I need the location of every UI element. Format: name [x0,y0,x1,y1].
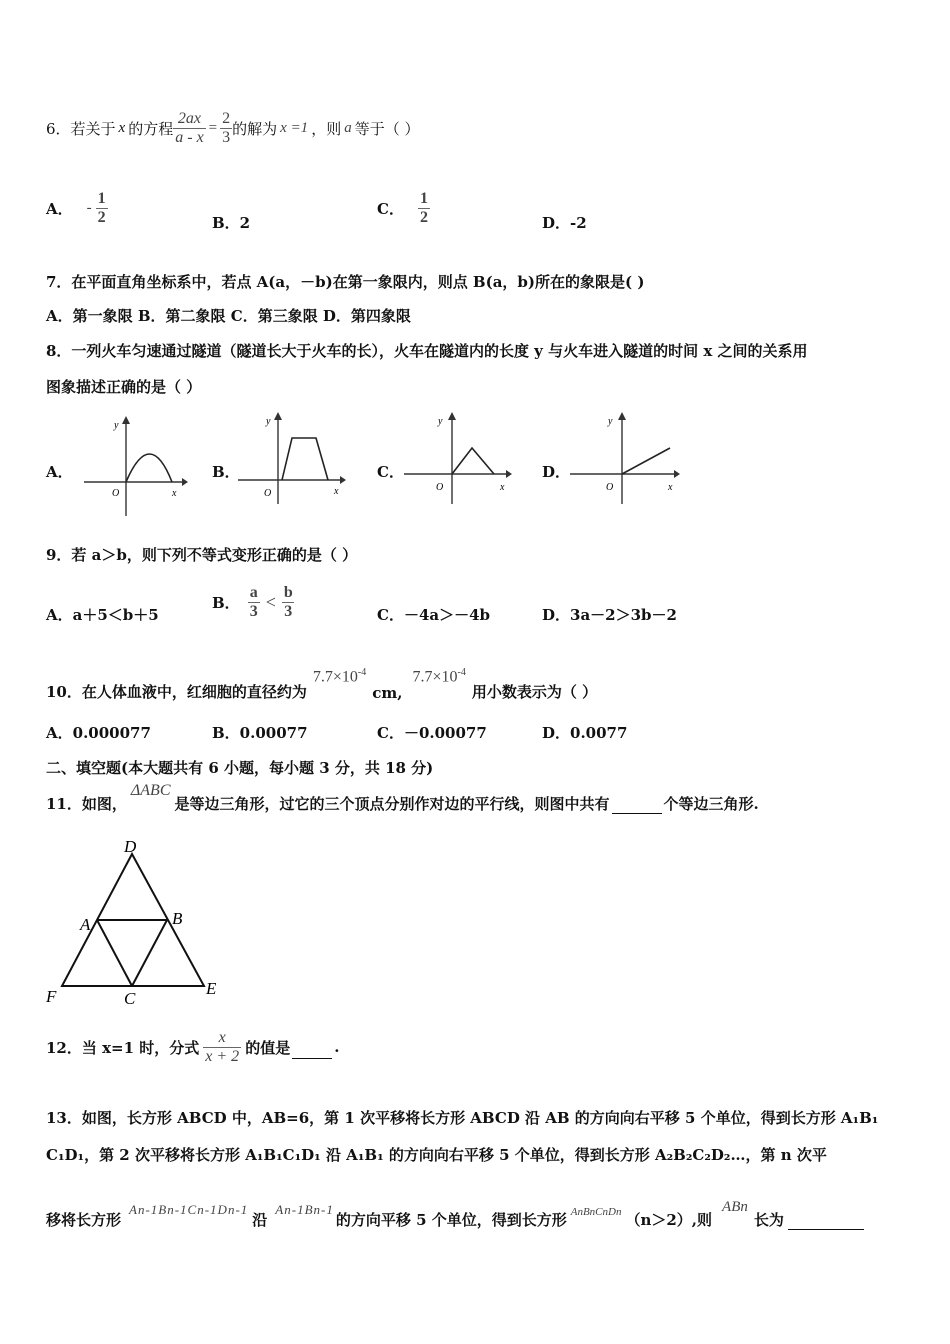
q6-fraction-rhs: $\frac{2}{3}$ [222,109,231,146]
q11-label-d: D [124,837,137,856]
q11-label-f: F [46,987,57,1006]
q9-option-c: C．－4a＞－4b [377,606,491,624]
q6-option-c: C． $\frac{1}{2}$ [377,189,428,226]
q8-graph-b [236,408,348,508]
q13-line3: 移将长方形 An-1Bn-1Cn-1Dn-1 沿 An-1Bn-1 的方向平移 5 个单位，得到长方形 AnBnCnDn （n＞2）,则 ABn 长为 [46,1190,864,1230]
q8-d-axis-y: y [608,416,613,427]
q13-seg-prev: An-1Bn-1 [275,1202,334,1217]
q6-text-b: 的方程 [128,119,174,138]
q9-option-d: D．3a－2＞3b－2 [542,606,677,624]
q8-option-b: B． [212,463,240,481]
q11-label-c: C [124,989,136,1008]
q8-a-origin: O [112,488,120,499]
q8-graph-a [80,412,190,520]
q9-option-b-frac2: $\frac{b}{3}$ [283,583,293,620]
q9-option-b-frac1: $\frac{a}{3}$ [249,583,258,620]
q13-answer-blank[interactable] [788,1215,864,1230]
q9-stem: 9．若 a＞b，则下列不等式变形正确的是（ ） [46,546,358,564]
q12-stem: 12．当 x=1 时，分式 $\frac{x}{x + 2}$ 的值是 . [46,1028,340,1065]
q10-sci-1: $7.7\times 10^{-4}$ [312,666,367,685]
q8-option-a: A． [46,463,73,481]
q10-stem: 10．在人体血液中，红细胞的直径约为 $7.7\times 10^{-4}$ cm, $7.7\times 10^{-4}$ 用小数表示为（ ） [46,666,598,702]
q8-c-origin: O [436,482,444,493]
q8-c-axis-y: y [438,416,443,427]
q6-option-a: A． - $\frac{1}{2}$ [46,189,106,226]
q8-b-axis-y: y [266,416,271,427]
q11-stem: 11．如图， ΔABC 是等边三角形，过它的三个顶点分别作对边的平行线，则图中共有 个等边三角形. [46,782,759,813]
q8-d-axis-x: x [668,482,673,493]
q13-rect-prev: An-1Bn-1Cn-1Dn-1 [129,1202,249,1217]
q8-stem-line1: 8．一列火车匀速通过隧道（隧道长大于火车的长），火车在隧道内的长度 y 与火车进入隧道的时间 x 之间的关系用 [46,342,808,360]
q12-answer-blank[interactable] [292,1044,332,1059]
q10-option-a: A．0.000077 [46,724,151,742]
q13-line2: C₁D₁，第 2 次平移将长方形 A₁B₁C₁D₁ 沿 A₁B₁ 的方向向右平移 5 个单位，得到长方形 A₂B₂C₂D₂…，第 n 次平 [46,1146,827,1164]
q6-option-d: D．-2 [542,214,587,232]
q8-a-axis-x: x [172,488,177,499]
q6-option-a-fraction: $\frac{1}{2}$ [97,189,106,226]
q6-text-d: ，则 [311,119,342,138]
q6-var-x: x [118,119,126,136]
q10-option-c: C．－0.00077 [377,724,487,742]
q7-stem: 7．在平面直角坐标系中，若点 A(a，－b)在第一象限内，则点 B(a，b)所在的象限是( ) [46,273,645,291]
q8-stem-line2: 图象描述正确的是（ ） [46,378,202,396]
q6-equals: = [208,119,218,136]
q6-text-a: 6．若关于 [46,119,116,138]
q6-option-b: B．2 [212,214,251,232]
q6-option-c-fraction: $\frac{1}{2}$ [419,189,428,226]
q11-label-b: B [172,909,183,928]
q11-label-e: E [206,979,217,998]
q8-option-d: D． [542,463,571,481]
q6-text-c: 的解为 [232,119,278,138]
q11-triangle-figure [40,834,230,1012]
q12-fraction: $\frac{x}{x + 2}$ [205,1028,240,1065]
q11-triangle-name: ΔABC [130,782,171,799]
q13-seg-n: ABn [722,1199,748,1215]
q8-a-axis-y: y [114,420,119,431]
q8-graph-d [568,408,682,508]
q11-answer-blank[interactable] [612,799,662,814]
q9-option-a: A．a＋5＜b＋5 [46,606,159,624]
q8-option-c: C． [377,463,404,481]
q6-var-a: a [344,119,352,136]
q6-text-e: 等于（ ） [354,119,420,138]
q10-option-d: D．0.0077 [542,724,628,742]
q7-options: A．第一象限 B．第二象限 C．第三象限 D．第四象限 [46,307,411,325]
q10-sci-2: $7.7\times 10^{-4}$ [412,666,466,685]
q9-option-b: B． $\frac{a}{3}$ < $\frac{b}{3}$ [212,583,293,620]
q10-option-b: B．0.00077 [212,724,308,742]
q13-rect-n: AnBnCnDn [570,1206,622,1218]
q8-b-origin: O [264,488,272,499]
section-2-title: 二、填空题(本大题共有 6 小题，每小题 3 分，共 18 分) [46,759,434,777]
q6-fraction-lhs: $\frac{2ax}{a - x}$ [175,109,204,146]
q8-c-axis-x: x [500,482,505,493]
q6-solution: x =1 [280,119,309,136]
q13-line1: 13．如图，长方形 ABCD 中，AB=6，第 1 次平移将长方形 ABCD 沿 AB 的方向向右平移 5 个单位，得到长方形 A₁B₁ [46,1109,879,1127]
q8-graph-c [402,408,514,508]
q8-b-axis-x: x [334,486,339,497]
q8-d-origin: O [606,482,614,493]
q6-stem [46,103,419,153]
q11-label-a: A [80,915,91,934]
